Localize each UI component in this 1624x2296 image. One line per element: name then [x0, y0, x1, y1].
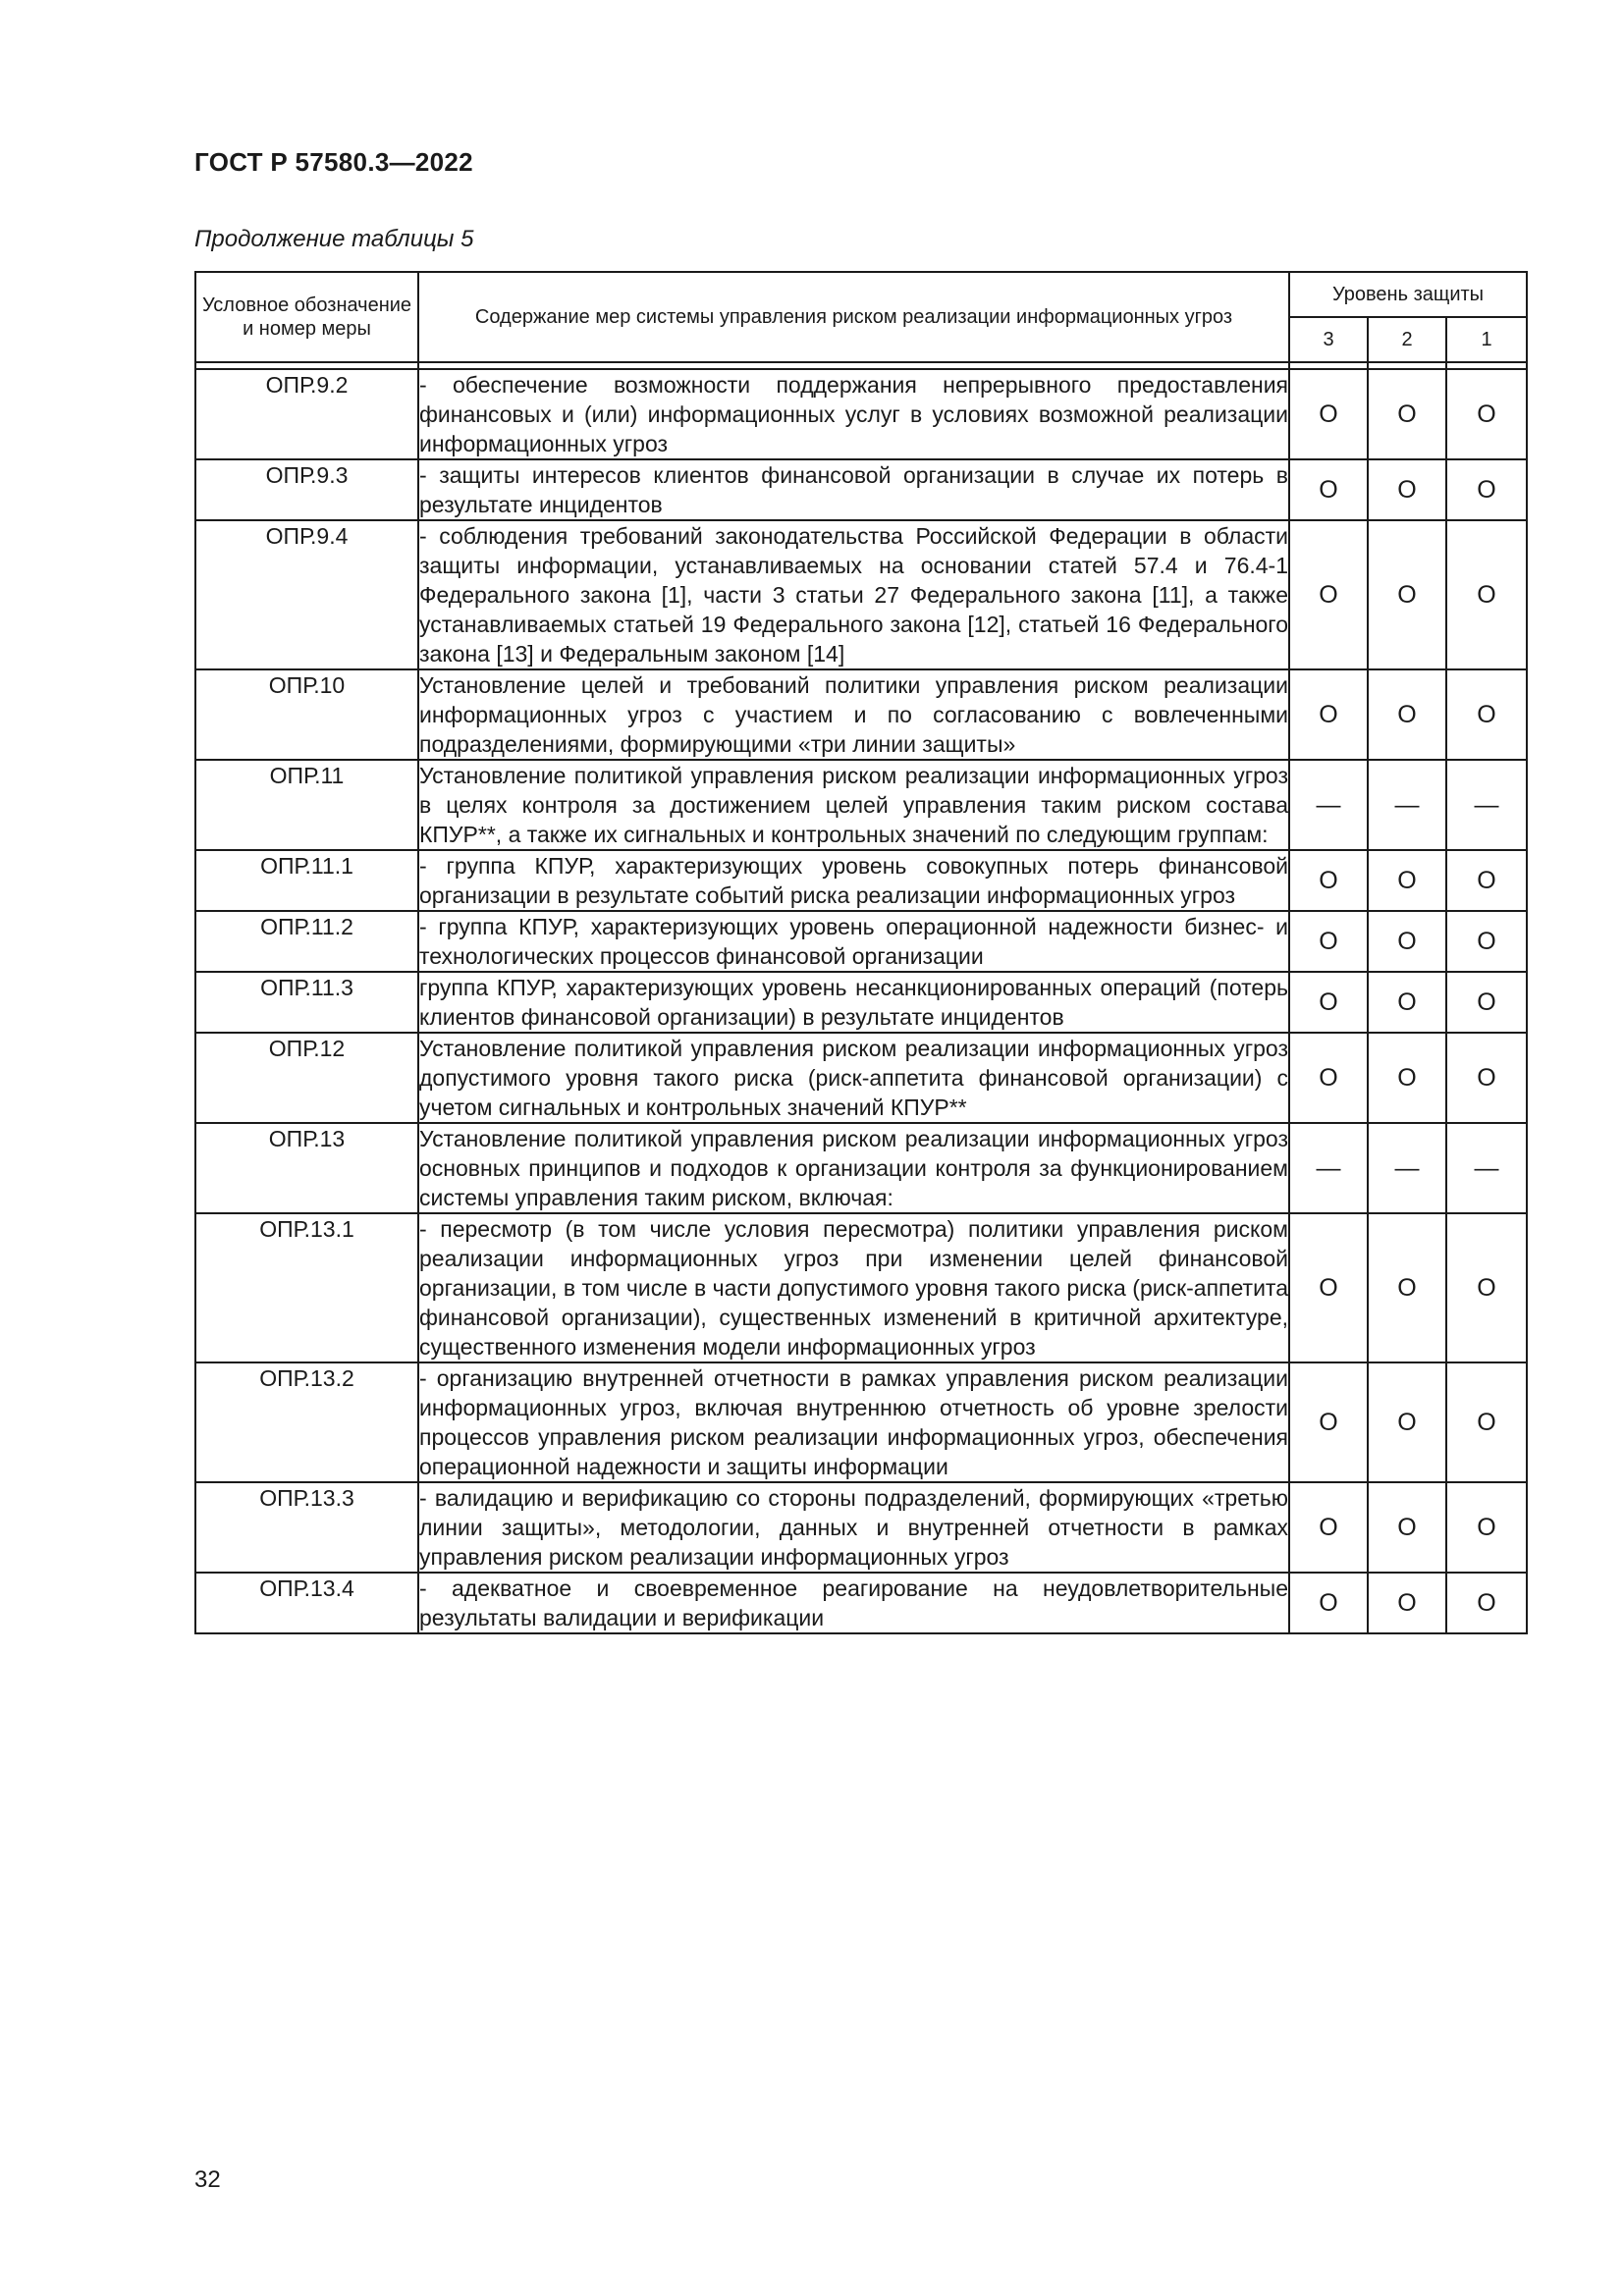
table-row [195, 520, 1527, 669]
measure-code: ОПР.9.2 [195, 369, 418, 459]
level-1-mark: О [1446, 459, 1527, 520]
level-2-mark: — [1368, 1123, 1446, 1213]
measure-content: Установление политикой управления риском реализации информационных угроз допустимого уровня такого риска (риск-аппетита финансовой организации) с учетом сигнальных и контрольных значений КПУР** [418, 1033, 1289, 1123]
level-2-mark: О [1368, 972, 1446, 1033]
level-1-mark: О [1446, 520, 1527, 669]
header-separator [195, 362, 1527, 369]
measure-code: ОПР.10 [195, 669, 418, 760]
level-3-mark: О [1289, 850, 1368, 911]
header-content: Содержание мер системы управления риском реализации информационных угроз [418, 272, 1289, 362]
measure-content: группа КПУР, характеризующих уровень несанкционированных операций (потерь клиентов финансовой организации) в результате инцидентов [418, 972, 1289, 1033]
table-caption: Продолжение таблицы 5 [194, 226, 474, 252]
level-2-mark: О [1368, 520, 1446, 669]
table-row [195, 760, 1527, 850]
level-2-mark: О [1368, 669, 1446, 760]
level-2-mark: О [1368, 1362, 1446, 1482]
level-3-mark: О [1289, 972, 1368, 1033]
measure-content: Установление политикой управления риском реализации информационных угроз основных принципов и подходов к организации контроля за функционированием системы управления таким риском, включая: [418, 1123, 1289, 1213]
level-3-mark: — [1289, 1123, 1368, 1213]
measure-content: - соблюдения требований законодательства Российской Федерации в области защиты информации, устанавливаемых на основании статей 57.4 и 76.4-1 Федерального закона [1], части 3 статьи 27 Федерального закона [11], а также устанавливаемых статьей 19 Федерального закона [12], статьей 16 Федерального закона [13] и Федеральным законом [14] [418, 520, 1289, 669]
level-2-mark: О [1368, 1033, 1446, 1123]
level-3-mark: — [1289, 760, 1368, 850]
measure-content: - обеспечение возможности поддержания непрерывного предоставления финансовых и (или) информационных услуг в условиях возможной реализации информационных угроз [418, 369, 1289, 459]
table-row [195, 1123, 1527, 1213]
level-3-mark: О [1289, 911, 1368, 972]
level-1-mark: О [1446, 1033, 1527, 1123]
measure-code: ОПР.12 [195, 1033, 418, 1123]
level-3-mark: О [1289, 1482, 1368, 1573]
measure-content: - организацию внутренней отчетности в рамках управления риском реализации информационных угроз, включая внутреннюю отчетность об уровне зрелости процессов управления риском реализации информационных угроз, обеспечения операционной надежности и защиты информации [418, 1362, 1289, 1482]
header-level-1: 1 [1446, 317, 1527, 362]
measure-content: - группа КПУР, характеризующих уровень совокупных потерь финансовой организации в результате событий риска реализации информационных угроз [418, 850, 1289, 911]
level-1-mark: О [1446, 1573, 1527, 1633]
level-3-mark: О [1289, 669, 1368, 760]
table-row [195, 850, 1527, 911]
page-number: 32 [194, 2166, 221, 2193]
header-level-2: 2 [1368, 317, 1446, 362]
measure-code: ОПР.13.1 [195, 1213, 418, 1362]
table-row [195, 669, 1527, 760]
level-2-mark: — [1368, 760, 1446, 850]
header-protection-level: Уровень защиты [1289, 272, 1527, 317]
table-row [195, 1213, 1527, 1362]
level-1-mark: — [1446, 1123, 1527, 1213]
measure-content: - пересмотр (в том числе условия пересмотра) политики управления риском реализации информационных угроз при изменении целей финансовой организации, в том числе в части допустимого уровня такого риска (риск-аппетита финансовой организации), существенных изменений в критичной архитектуре, существенного изменения модели информационных угроз [418, 1213, 1289, 1362]
table-row [195, 1362, 1527, 1482]
table-row [195, 911, 1527, 972]
measure-content: Установление политикой управления риском реализации информационных угроз в целях контроля за достижением целей управления таким риском состава КПУР**, а также их сигнальных и контрольных значений по следующим группам: [418, 760, 1289, 850]
table-row [195, 369, 1527, 459]
level-3-mark: О [1289, 1033, 1368, 1123]
level-2-mark: О [1368, 911, 1446, 972]
table-row [195, 1033, 1527, 1123]
level-2-mark: О [1368, 1482, 1446, 1573]
measure-content: Установление целей и требований политики управления риском реализации информационных угроз с участием и по согласованию с вовлеченными подразделениями, формирующими «три линии защиты» [418, 669, 1289, 760]
table-row [195, 1573, 1527, 1633]
level-1-mark: О [1446, 1482, 1527, 1573]
table-row [195, 459, 1527, 520]
measure-code: ОПР.11.2 [195, 911, 418, 972]
measure-code: ОПР.13.2 [195, 1362, 418, 1482]
table-row [195, 1482, 1527, 1573]
measure-code: ОПР.13.4 [195, 1573, 418, 1633]
level-1-mark: — [1446, 760, 1527, 850]
measure-code: ОПР.11 [195, 760, 418, 850]
level-1-mark: О [1446, 911, 1527, 972]
level-3-mark: О [1289, 520, 1368, 669]
measure-code: ОПР.9.3 [195, 459, 418, 520]
document-number: ГОСТ Р 57580.3—2022 [194, 147, 473, 177]
table-row [195, 972, 1527, 1033]
level-3-mark: О [1289, 1573, 1368, 1633]
level-3-mark: О [1289, 1362, 1368, 1482]
level-1-mark: О [1446, 972, 1527, 1033]
measure-content: - валидацию и верификацию со стороны подразделений, формирующих «третью линии защиты», методологии, данных и внутренней отчетности в рамках управления риском реализации информационных угроз [418, 1482, 1289, 1573]
measure-content: - защиты интересов клиентов финансовой организации в случае их потерь в результате инцидентов [418, 459, 1289, 520]
measure-code: ОПР.13.3 [195, 1482, 418, 1573]
measure-code: ОПР.13 [195, 1123, 418, 1213]
level-1-mark: О [1446, 669, 1527, 760]
measure-content: - группа КПУР, характеризующих уровень операционной надежности бизнес- и технологических процессов финансовой организации [418, 911, 1289, 972]
level-2-mark: О [1368, 1573, 1446, 1633]
measure-code: ОПР.11.3 [195, 972, 418, 1033]
level-2-mark: О [1368, 369, 1446, 459]
measure-code: ОПР.11.1 [195, 850, 418, 911]
level-1-mark: О [1446, 1362, 1527, 1482]
level-2-mark: О [1368, 459, 1446, 520]
level-3-mark: О [1289, 369, 1368, 459]
level-1-mark: О [1446, 1213, 1527, 1362]
measure-code: ОПР.9.4 [195, 520, 418, 669]
level-3-mark: О [1289, 1213, 1368, 1362]
header-level-3: 3 [1289, 317, 1368, 362]
level-2-mark: О [1368, 1213, 1446, 1362]
measure-content: - адекватное и своевременное реагирование на неудовлетворительные результаты валидации и верификации [418, 1573, 1289, 1633]
level-2-mark: О [1368, 850, 1446, 911]
level-1-mark: О [1446, 369, 1527, 459]
header-code: Условное обозначение и номер меры [195, 272, 418, 362]
level-3-mark: О [1289, 459, 1368, 520]
level-1-mark: О [1446, 850, 1527, 911]
measures-table [194, 271, 1528, 1634]
